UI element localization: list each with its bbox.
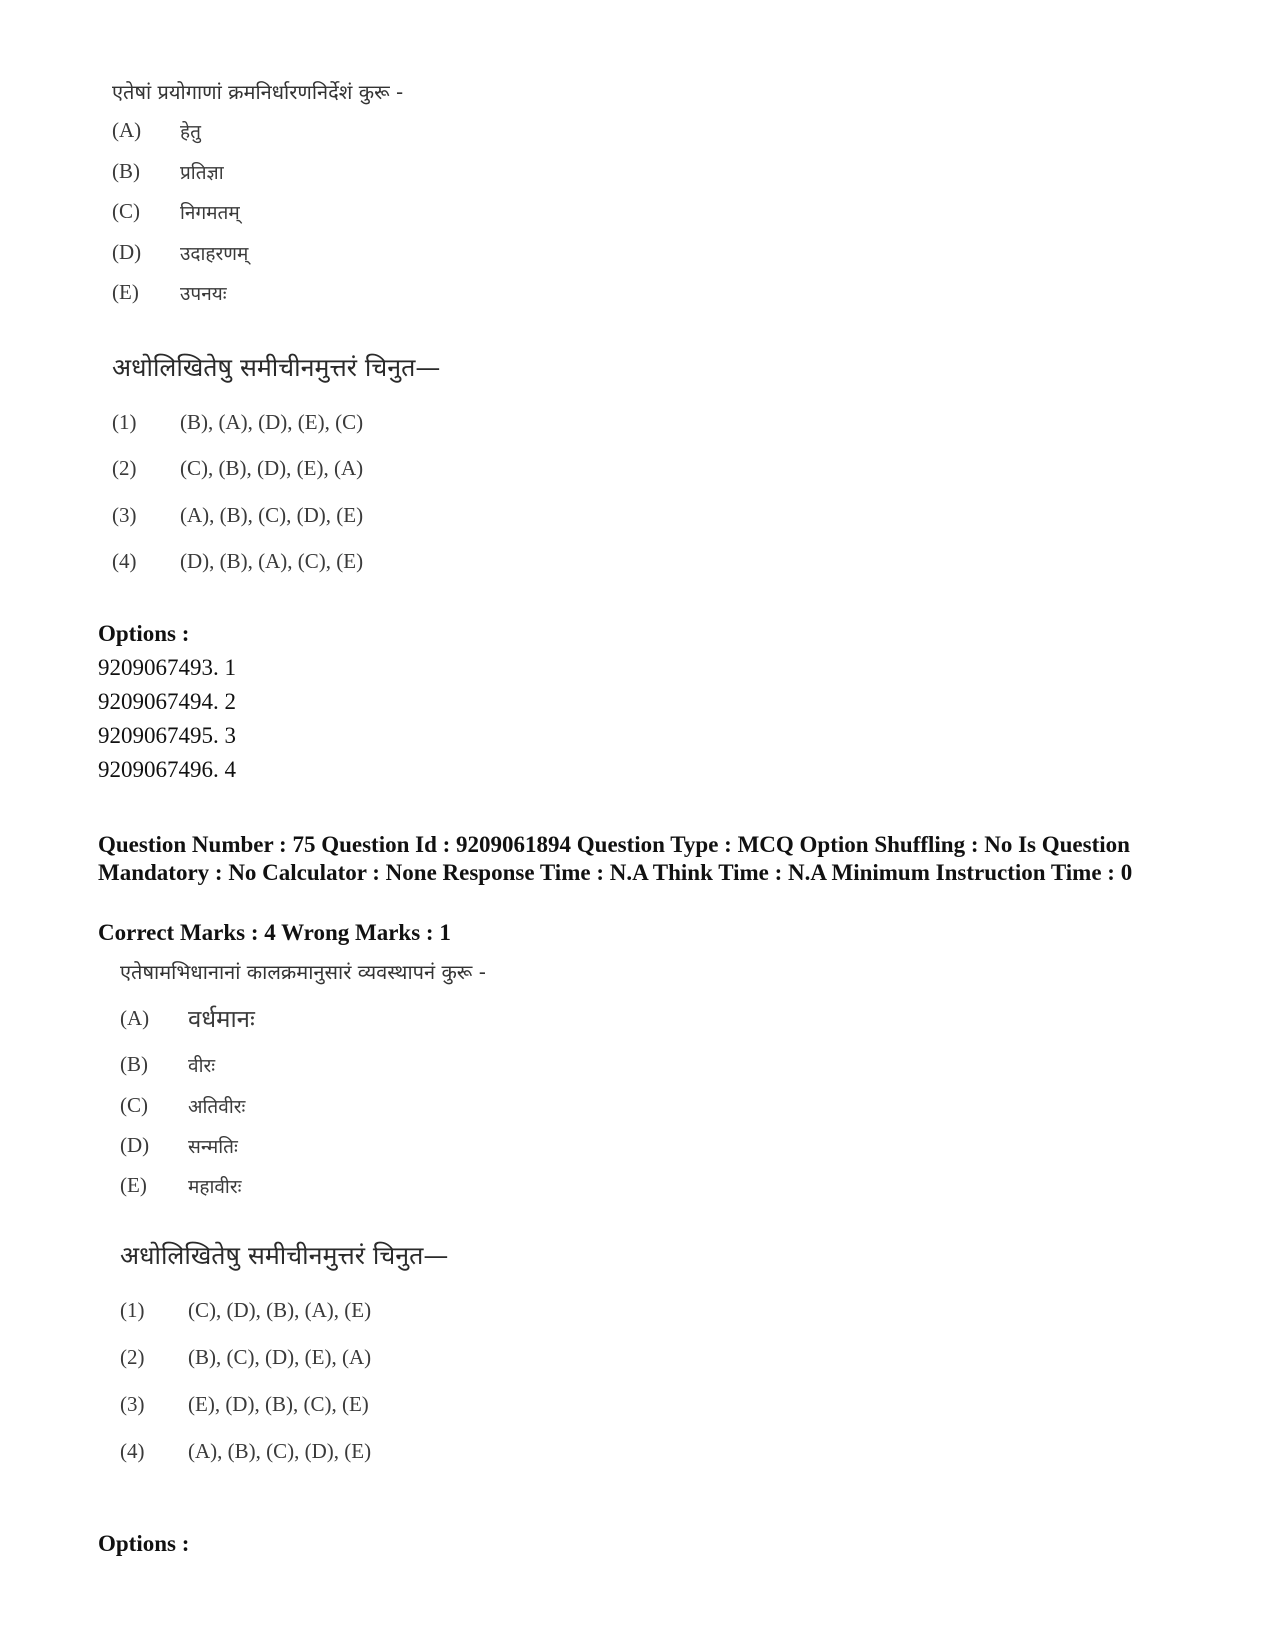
item-text: अतिवीरः [188,1096,246,1118]
item-label: (C) [112,199,140,223]
choice-label: (3) [120,1392,145,1416]
option-item: 9209067495. 3 [98,723,236,748]
item-label: (C) [120,1093,148,1117]
item-label: (E) [112,280,139,304]
item-label: (A) [112,118,142,142]
question-75-stem: एतेषामभिधानानां कालक्रमानुसारं व्यवस्थापनं कुरू - [120,960,486,984]
item-text: निगमतम् [180,202,240,224]
choice-label: (3) [112,503,137,527]
item-text: वर्धमानः [188,1005,255,1033]
item-label: (D) [120,1133,150,1157]
options-heading: Options : [98,621,190,646]
item-label: (B) [112,159,140,183]
choice-text: (A), (B), (C), (D), (E) [180,503,364,527]
question-74-stem: एतेषां प्रयोगाणां क्रमनिर्धारणनिर्देशं कुरू - [112,80,404,104]
item-text: सन्मतिः [188,1136,238,1158]
choose-heading: अधोलिखितेषु समीचीनमुत्तरं चिनुत— [120,1241,449,1270]
choice-label: (2) [112,456,137,480]
choice-text: (C), (B), (D), (E), (A) [180,456,364,480]
question-75-marks: Correct Marks : 4 Wrong Marks : 1 [98,920,451,945]
item-label: (A) [120,1006,150,1030]
item-text: प्रतिज्ञा [180,162,224,184]
item-text: महावीरः [188,1176,242,1198]
option-item: 9209067494. 2 [98,689,236,714]
choice-text: (A), (B), (C), (D), (E) [188,1439,372,1463]
item-text: उदाहरणम् [180,243,249,265]
item-text: उपनयः [180,283,227,305]
question-75-image [108,948,528,1488]
choice-label: (4) [112,549,137,573]
choice-label: (1) [120,1298,145,1322]
choose-heading: अधोलिखितेषु समीचीनमुत्तरं चिनुत— [112,353,441,382]
question-74-image [100,70,520,610]
option-item: 9209067496. 4 [98,757,236,782]
item-label: (B) [120,1052,148,1076]
choice-label: (1) [112,410,137,434]
choice-label: (2) [120,1345,145,1369]
item-label: (E) [120,1173,147,1197]
choice-text: (C), (D), (B), (A), (E) [188,1298,372,1322]
question-75-meta: Question Number : 75 Question Id : 9209061894 Question Type : MCQ Option Shuffling : No Is Question Mandatory : No Calculator : None Response Time : N.A Think Time : N.A Minimum Instruction Time : 0 [98,832,1133,885]
option-item: 9209067493. 1 [98,655,236,680]
choice-label: (4) [120,1439,145,1463]
item-text: हेतु [180,121,201,143]
choice-text: (E), (D), (B), (C), (E) [188,1392,369,1416]
item-text: वीरः [188,1055,216,1077]
choice-text: (B), (A), (D), (E), (C) [180,410,364,434]
options-heading: Options : [98,1531,190,1556]
choice-text: (D), (B), (A), (C), (E) [180,549,364,573]
choice-text: (B), (C), (D), (E), (A) [188,1345,372,1369]
item-label: (D) [112,240,142,264]
